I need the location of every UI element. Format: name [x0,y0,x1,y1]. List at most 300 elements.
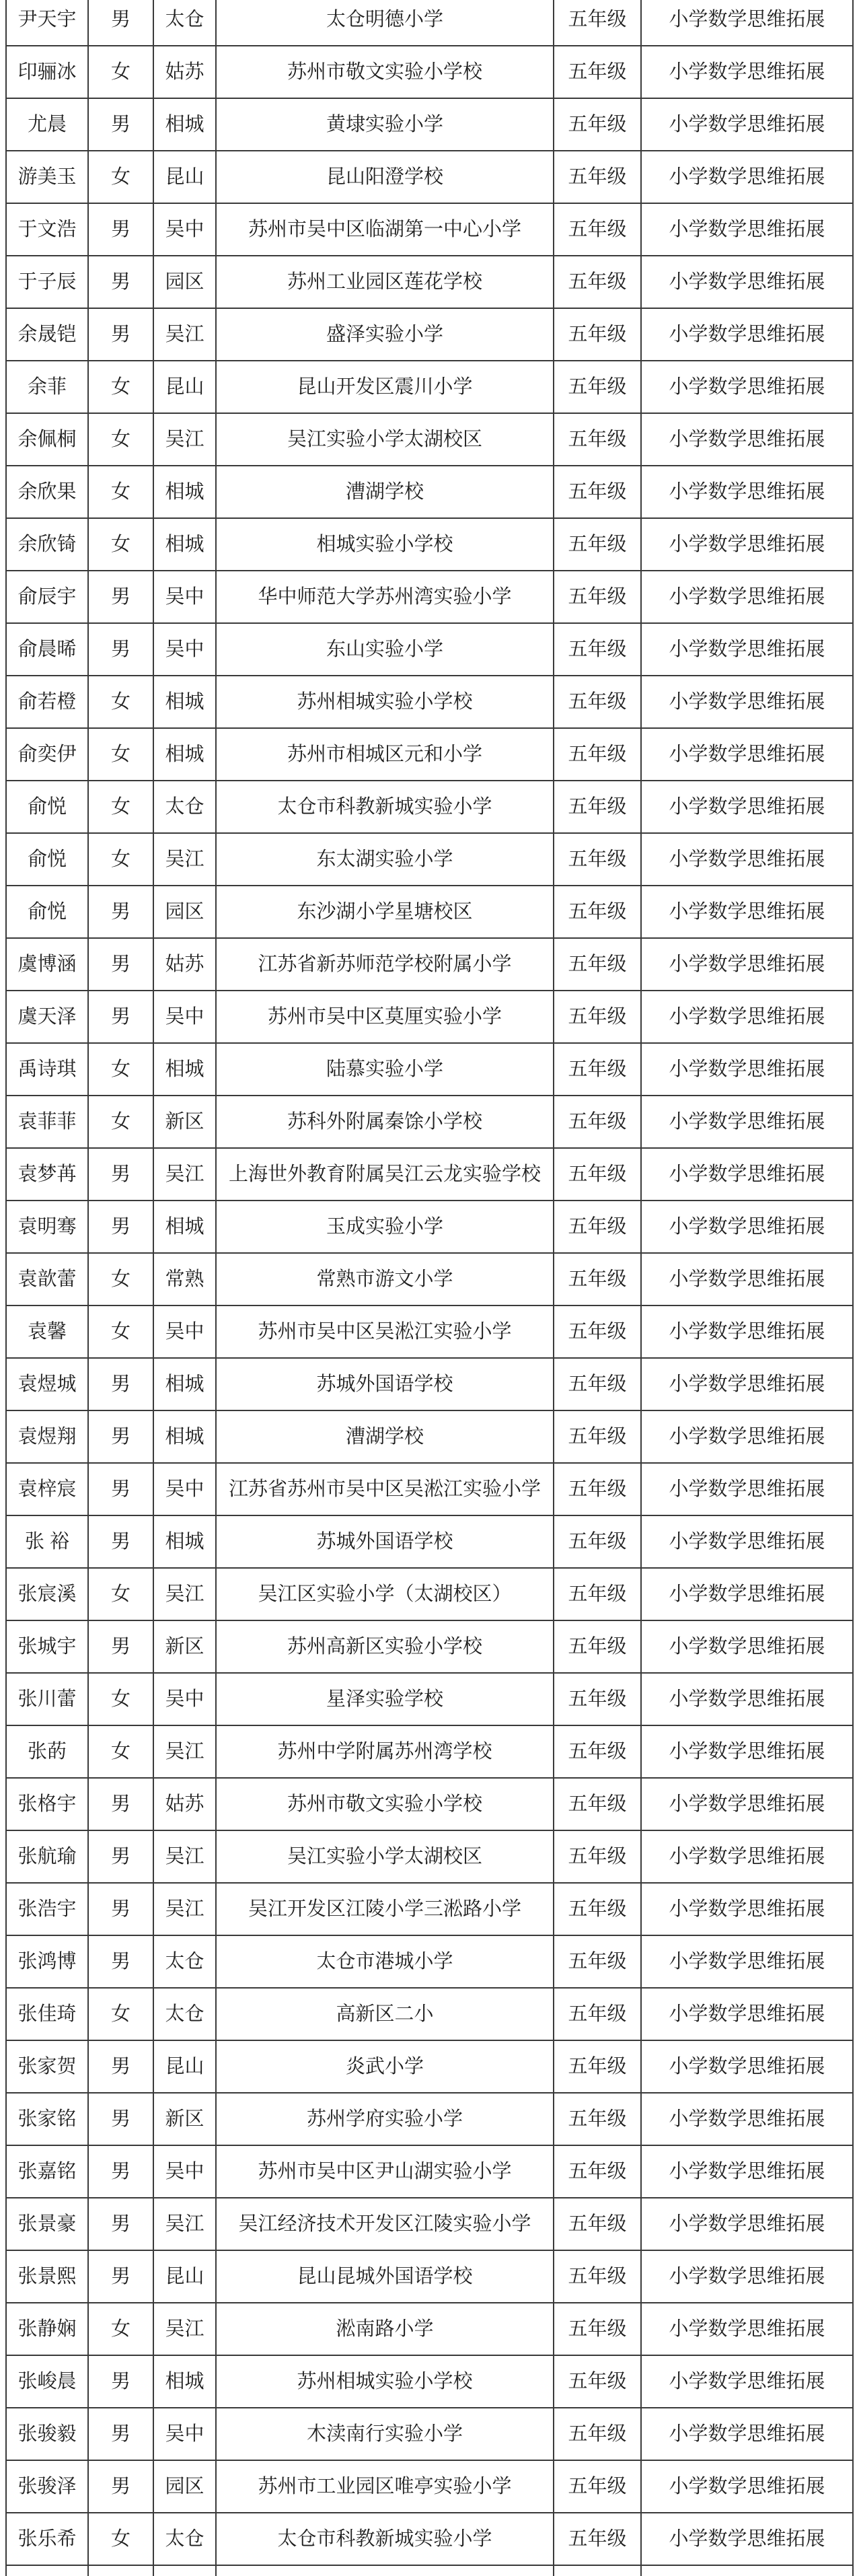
table-row [6,413,853,466]
cell-gender: 女 [88,361,153,413]
cell-name: 袁梦苒 [6,1148,88,1201]
table-row [6,151,853,203]
cell-gender: 男 [88,2093,153,2145]
table-row [6,1358,853,1410]
table-row [6,98,853,151]
cell-grade: 五年级 [554,1043,641,1096]
cell-course: 小学数学思维拓展 [641,256,853,308]
cell-school: 苏州市吴中区莫厘实验小学 [216,991,554,1043]
cell-gender: 女 [88,151,153,203]
cell-name: 尹天宇 [6,0,88,46]
cell-course: 小学数学思维拓展 [641,1883,853,1935]
table-row [6,781,853,833]
cell-school: 苏州市相城区元和小学 [216,728,554,781]
cell-name: 尤晨 [6,98,88,151]
cell-name: 俞晨晞 [6,623,88,676]
cell-gender: 男 [88,2250,153,2303]
cell-gender: 女 [88,518,153,571]
cell-course: 小学数学思维拓展 [641,2145,853,2198]
cell-gender: 男 [88,98,153,151]
cell-name: 张航瑜 [6,1830,88,1883]
cell-name: 余欣锜 [6,518,88,571]
cell-district: 常熟 [153,1253,216,1305]
cell-course: 小学数学思维拓展 [641,728,853,781]
cell-school: 吴江实验小学太湖校区 [216,1830,554,1883]
cell-name: 俞悦 [6,833,88,886]
cell-district: 吴江 [153,833,216,886]
cell-school: 苏州学府实验小学 [216,2093,554,2145]
cell-name: 余欣果 [6,466,88,518]
cell-grade: 五年级 [554,1253,641,1305]
cell-district: 相城 [153,728,216,781]
table-row [6,676,853,728]
cell-grade: 五年级 [554,1305,641,1358]
cell-gender: 女 [88,1725,153,1778]
cell-district: 吴中 [153,623,216,676]
cell-school: 昆山开发区震川小学 [216,361,554,413]
cell-gender: 女 [88,1305,153,1358]
cell-gender: 女 [88,1096,153,1148]
cell-district: 昆山 [153,361,216,413]
cell-gender: 女 [88,781,153,833]
cell-name: 俞辰宇 [6,571,88,623]
cell-grade: 五年级 [554,1725,641,1778]
cell-school: 太仓市科教新城实验小学 [216,781,554,833]
cell-district: 吴江 [153,1568,216,1620]
table-row [6,1096,853,1148]
cell-gender: 男 [88,886,153,938]
cell-school: 江苏省新苏师范学校附属小学 [216,938,554,991]
table-row [6,256,853,308]
cell-grade: 五年级 [554,98,641,151]
cell-grade: 五年级 [554,2250,641,2303]
cell-district: 园区 [153,2460,216,2513]
cell-gender: 男 [88,1515,153,1568]
cell-grade: 五年级 [554,2513,641,2565]
table-row [6,1620,853,1673]
cell-gender: 男 [88,1883,153,1935]
cell-gender: 男 [88,256,153,308]
cell-grade: 五年级 [554,0,641,46]
cell-course: 小学数学思维拓展 [641,2355,853,2408]
cell-district [153,2565,216,2576]
cell-grade: 五年级 [554,1148,641,1201]
table-row [6,2198,853,2250]
cell-name: 印骊冰 [6,46,88,98]
table-row [6,886,853,938]
cell-course: 小学数学思维拓展 [641,1935,853,1988]
cell-grade: 五年级 [554,728,641,781]
table-row [6,938,853,991]
cell-grade: 五年级 [554,571,641,623]
cell-district: 新区 [153,1096,216,1148]
cell-course: 小学数学思维拓展 [641,938,853,991]
cell-gender: 男 [88,1201,153,1253]
cell-name: 袁馨 [6,1305,88,1358]
cell-grade: 五年级 [554,1515,641,1568]
table-row [6,1148,853,1201]
cell-name: 张乐希 [6,2513,88,2565]
cell-district: 吴江 [153,1830,216,1883]
cell-name: 袁歆蕾 [6,1253,88,1305]
cell-school: 苏州工业园区莲花学校 [216,256,554,308]
cell-school: 东太湖实验小学 [216,833,554,886]
cell-grade: 五年级 [554,1830,641,1883]
cell-gender: 男 [88,308,153,361]
cell-course: 小学数学思维拓展 [641,1305,853,1358]
cell-district: 相城 [153,518,216,571]
cell-grade: 五年级 [554,886,641,938]
table-row [6,1935,853,1988]
cell-name: 张浩宇 [6,1883,88,1935]
table-row [6,518,853,571]
cell-district: 吴江 [153,1883,216,1935]
cell-school: 苏州市敬文实验小学校 [216,46,554,98]
cell-course: 小学数学思维拓展 [641,2040,853,2093]
cell-school: 星泽实验学校 [216,1673,554,1725]
cell-grade: 五年级 [554,2303,641,2355]
cell-course: 小学数学思维拓展 [641,1201,853,1253]
cell-school: 相城实验小学校 [216,518,554,571]
cell-name: 张静娴 [6,2303,88,2355]
cell-district: 姑苏 [153,46,216,98]
cell-district: 太仓 [153,781,216,833]
cell-course: 小学数学思维拓展 [641,833,853,886]
cell-school: 苏州中学附属苏州湾学校 [216,1725,554,1778]
cell-gender: 男 [88,1778,153,1830]
cell-district: 太仓 [153,1935,216,1988]
cell-name: 虞博涵 [6,938,88,991]
table-row [6,623,853,676]
table-row [6,1305,853,1358]
cell-grade [554,2565,641,2576]
table-row [6,1778,853,1830]
cell-school: 昆山阳澄学校 [216,151,554,203]
cell-gender: 女 [88,728,153,781]
cell-district: 相城 [153,1201,216,1253]
cell-district: 吴中 [153,571,216,623]
cell-gender: 男 [88,2355,153,2408]
cell-course: 小学数学思维拓展 [641,2198,853,2250]
cell-course [641,2565,853,2576]
cell-school: 江苏省苏州市吴中区吴淞江实验小学 [216,1463,554,1515]
cell-gender: 男 [88,991,153,1043]
table-row [6,361,853,413]
cell-course: 小学数学思维拓展 [641,571,853,623]
cell-gender: 男 [88,2408,153,2460]
cell-school: 东山实验小学 [216,623,554,676]
cell-course: 小学数学思维拓展 [641,623,853,676]
table-row [6,2250,853,2303]
cell-name: 张鸿博 [6,1935,88,1988]
cell-course: 小学数学思维拓展 [641,413,853,466]
table-row [6,1883,853,1935]
cell-grade: 五年级 [554,151,641,203]
cell-name: 袁煜翔 [6,1410,88,1463]
cell-name: 游美玉 [6,151,88,203]
cell-grade: 五年级 [554,518,641,571]
cell-district: 吴江 [153,308,216,361]
cell-school: 陆慕实验小学 [216,1043,554,1096]
table-row [6,571,853,623]
cell-grade: 五年级 [554,361,641,413]
cell-school: 木渎南行实验小学 [216,2408,554,2460]
cell-district: 吴江 [153,413,216,466]
cell-name: 张川蕾 [6,1673,88,1725]
cell-course: 小学数学思维拓展 [641,518,853,571]
cell-school: 苏州市吴中区临湖第一中心小学 [216,203,554,256]
cell-gender [88,2565,153,2576]
cell-gender: 男 [88,1410,153,1463]
cell-school: 黄埭实验小学 [216,98,554,151]
cell-school: 东沙湖小学星塘校区 [216,886,554,938]
cell-course: 小学数学思维拓展 [641,466,853,518]
cell-district: 吴江 [153,2198,216,2250]
table-row [6,1830,853,1883]
cell-district: 园区 [153,886,216,938]
table-row [6,1725,853,1778]
cell-name: 张景熙 [6,2250,88,2303]
cell-course: 小学数学思维拓展 [641,676,853,728]
cell-school: 上海世外教育附属吴江云龙实验学校 [216,1148,554,1201]
cell-course: 小学数学思维拓展 [641,1988,853,2040]
cell-gender: 男 [88,1463,153,1515]
table-row [6,2460,853,2513]
cell-district: 相城 [153,1358,216,1410]
cell-name: 袁明骞 [6,1201,88,1253]
table-row [6,2303,853,2355]
cell-gender: 女 [88,1988,153,2040]
cell-school: 华中师范大学苏州湾实验小学 [216,571,554,623]
cell-name: 袁梓宸 [6,1463,88,1515]
cell-name: 张 裕 [6,1515,88,1568]
results-table [5,0,854,2576]
cell-course: 小学数学思维拓展 [641,1043,853,1096]
cell-district: 吴江 [153,1725,216,1778]
cell-district: 太仓 [153,0,216,46]
cell-gender: 男 [88,2460,153,2513]
table-row [6,46,853,98]
cell-district: 相城 [153,98,216,151]
cell-school: 苏州高新区实验小学校 [216,1620,554,1673]
cell-grade: 五年级 [554,2040,641,2093]
cell-name: 张骏毅 [6,2408,88,2460]
cell-district: 昆山 [153,2040,216,2093]
cell-grade: 五年级 [554,46,641,98]
cell-district: 吴江 [153,1148,216,1201]
cell-name: 俞悦 [6,781,88,833]
cell-grade: 五年级 [554,1096,641,1148]
cell-district: 新区 [153,1620,216,1673]
cell-gender: 男 [88,0,153,46]
table-row [6,1988,853,2040]
cell-name: 张嘉铭 [6,2145,88,2198]
cell-course: 小学数学思维拓展 [641,2460,853,2513]
cell-school: 昆山昆城外国语学校 [216,2250,554,2303]
cell-grade: 五年级 [554,256,641,308]
cell-grade: 五年级 [554,833,641,886]
cell-grade: 五年级 [554,413,641,466]
cell-course: 小学数学思维拓展 [641,1463,853,1515]
table-row [6,2408,853,2460]
cell-school: 太仓明德小学 [216,0,554,46]
cell-school: 常熟市游文小学 [216,1253,554,1305]
cell-district: 吴中 [153,2408,216,2460]
cell-gender: 女 [88,1253,153,1305]
cell-gender: 男 [88,203,153,256]
cell-school: 苏州市吴中区吴淞江实验小学 [216,1305,554,1358]
cell-school: 苏州相城实验小学校 [216,676,554,728]
cell-district: 吴中 [153,991,216,1043]
cell-grade: 五年级 [554,1463,641,1515]
cell-grade: 五年级 [554,2198,641,2250]
table-row [6,833,853,886]
cell-district: 吴中 [153,1463,216,1515]
cell-gender: 女 [88,46,153,98]
table-row [6,466,853,518]
cell-gender: 男 [88,571,153,623]
cell-course: 小学数学思维拓展 [641,203,853,256]
cell-district: 吴中 [153,1673,216,1725]
cell-district: 昆山 [153,151,216,203]
table-row [6,2093,853,2145]
cell-gender: 男 [88,938,153,991]
cell-name: 张菂 [6,1725,88,1778]
cell-district: 相城 [153,1515,216,1568]
cell-course: 小学数学思维拓展 [641,1620,853,1673]
cell-name: 禹诗琪 [6,1043,88,1096]
cell-gender: 男 [88,1620,153,1673]
cell-gender: 男 [88,1148,153,1201]
cell-course: 小学数学思维拓展 [641,2250,853,2303]
cell-name: 余晟铠 [6,308,88,361]
cell-district: 吴江 [153,2303,216,2355]
cell-course: 小学数学思维拓展 [641,1778,853,1830]
cell-course: 小学数学思维拓展 [641,46,853,98]
table-row [6,2513,853,2565]
cell-course: 小学数学思维拓展 [641,1410,853,1463]
cell-name: 张景豪 [6,2198,88,2250]
cell-grade: 五年级 [554,1568,641,1620]
cell-course: 小学数学思维拓展 [641,1148,853,1201]
table-row [6,2145,853,2198]
cell-grade: 五年级 [554,308,641,361]
cell-grade: 五年级 [554,466,641,518]
cell-school: 苏州相城实验小学校 [216,2355,554,2408]
cell-course: 小学数学思维拓展 [641,0,853,46]
cell-grade: 五年级 [554,1883,641,1935]
cell-school: 漕湖学校 [216,1410,554,1463]
cell-gender: 女 [88,676,153,728]
table-row [6,1253,853,1305]
cell-course: 小学数学思维拓展 [641,2303,853,2355]
cell-gender: 女 [88,1673,153,1725]
cell-grade: 五年级 [554,1673,641,1725]
cell-school: 吴江区实验小学（太湖校区） [216,1568,554,1620]
cell-school [216,2565,554,2576]
cell-grade: 五年级 [554,781,641,833]
cell-school: 苏州市工业园区唯亭实验小学 [216,2460,554,2513]
cell-gender: 女 [88,2303,153,2355]
cell-name: 余佩桐 [6,413,88,466]
cell-district: 太仓 [153,1988,216,2040]
results-table-body [6,0,853,2576]
cell-gender: 男 [88,2040,153,2093]
cell-course: 小学数学思维拓展 [641,886,853,938]
cell-course: 小学数学思维拓展 [641,1515,853,1568]
table-row [6,1043,853,1096]
cell-school: 吴江实验小学太湖校区 [216,413,554,466]
cell-name: 于子辰 [6,256,88,308]
cell-course: 小学数学思维拓展 [641,151,853,203]
cell-course: 小学数学思维拓展 [641,991,853,1043]
cell-course: 小学数学思维拓展 [641,2093,853,2145]
cell-course: 小学数学思维拓展 [641,2408,853,2460]
table-row [6,1463,853,1515]
cell-gender: 男 [88,1830,153,1883]
cell-grade: 五年级 [554,623,641,676]
cell-school: 苏科外附属秦馀小学校 [216,1096,554,1148]
table-row [6,1568,853,1620]
cell-grade: 五年级 [554,1201,641,1253]
cell-school: 苏城外国语学校 [216,1358,554,1410]
cell-name: 张家贺 [6,2040,88,2093]
cell-school: 漕湖学校 [216,466,554,518]
cell-grade: 五年级 [554,2460,641,2513]
cell-school: 吴江经济技术开发区江陵实验小学 [216,2198,554,2250]
cell-name [6,2565,88,2576]
cell-gender: 男 [88,2198,153,2250]
table-row [6,728,853,781]
cell-gender: 女 [88,1043,153,1096]
cell-district: 吴中 [153,203,216,256]
cell-course: 小学数学思维拓展 [641,1096,853,1148]
cell-school: 苏城外国语学校 [216,1515,554,1568]
cell-district: 相城 [153,2355,216,2408]
cell-course: 小学数学思维拓展 [641,361,853,413]
cell-school: 太仓市科教新城实验小学 [216,2513,554,2565]
cell-district: 姑苏 [153,1778,216,1830]
cell-name: 张城宇 [6,1620,88,1673]
cell-district: 太仓 [153,2513,216,2565]
cell-grade: 五年级 [554,1410,641,1463]
cell-grade: 五年级 [554,2408,641,2460]
cell-district: 相城 [153,1410,216,1463]
cell-grade: 五年级 [554,1988,641,2040]
cell-gender: 女 [88,1568,153,1620]
cell-school: 淞南路小学 [216,2303,554,2355]
cell-name: 袁煜城 [6,1358,88,1410]
cell-school: 吴江开发区江陵小学三淞路小学 [216,1883,554,1935]
cell-gender: 男 [88,623,153,676]
partial-row [6,2565,853,2576]
cell-grade: 五年级 [554,938,641,991]
cell-grade: 五年级 [554,203,641,256]
cell-name: 于文浩 [6,203,88,256]
cell-name: 虞天泽 [6,991,88,1043]
cell-school: 苏州市敬文实验小学校 [216,1778,554,1830]
table-row [6,1201,853,1253]
cell-grade: 五年级 [554,1358,641,1410]
cell-grade: 五年级 [554,676,641,728]
cell-school: 盛泽实验小学 [216,308,554,361]
table-row [6,2355,853,2408]
cell-district: 姑苏 [153,938,216,991]
cell-district: 相城 [153,1043,216,1096]
table-row [6,991,853,1043]
cell-district: 园区 [153,256,216,308]
cell-name: 俞奕伊 [6,728,88,781]
